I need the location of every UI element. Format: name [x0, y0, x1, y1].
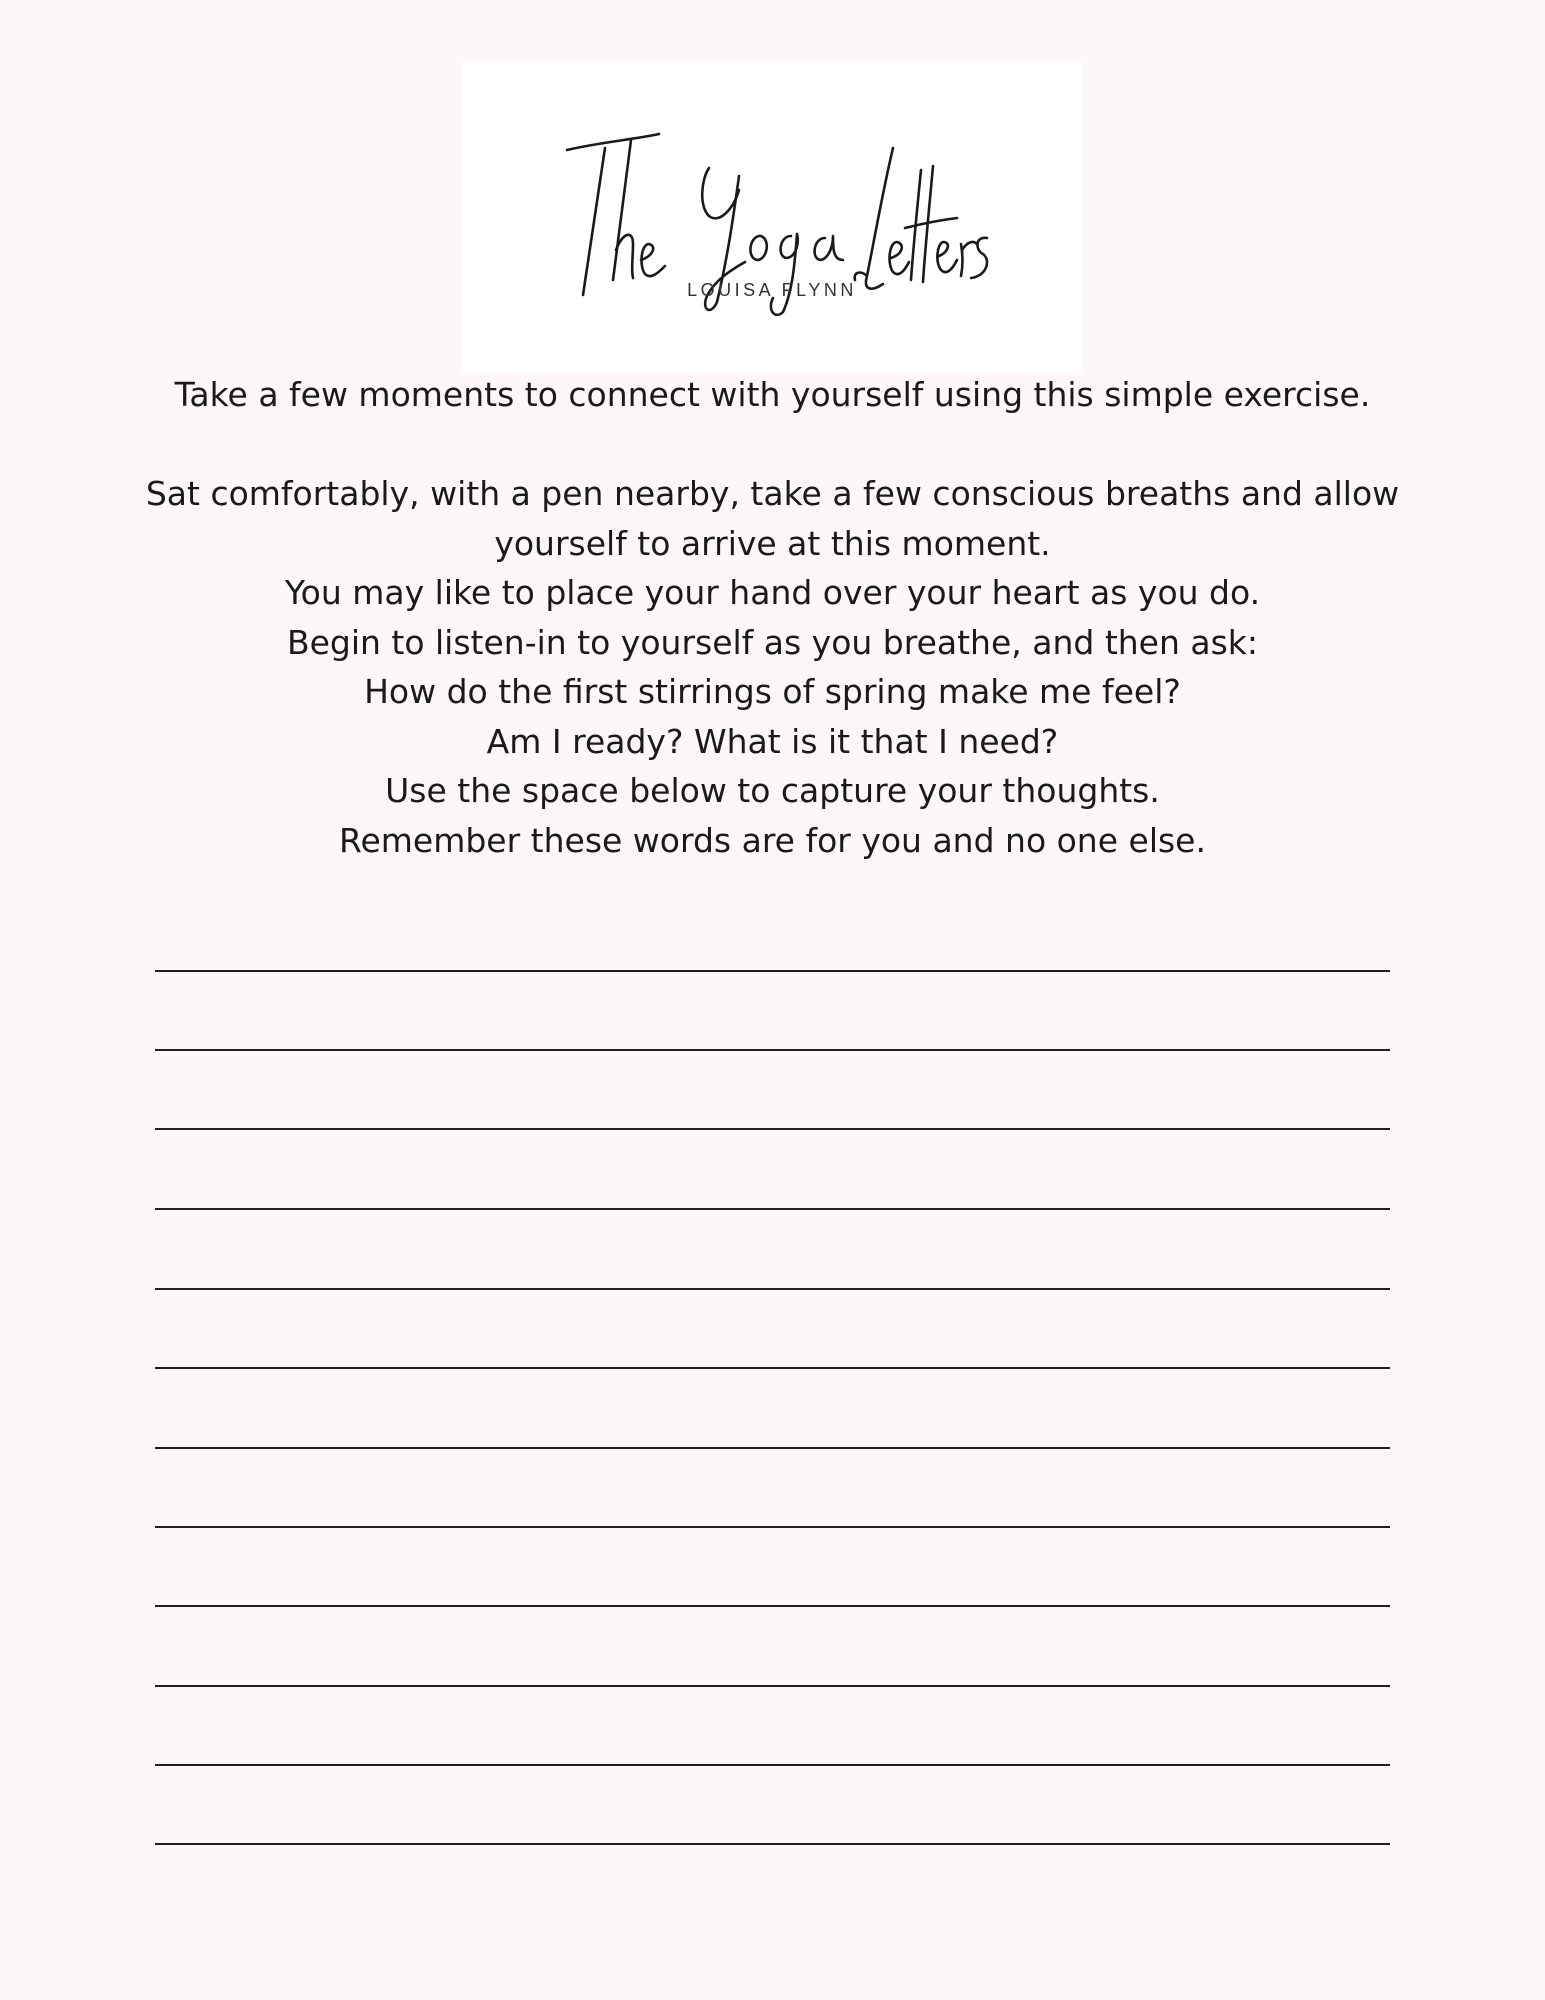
writing-line[interactable] — [155, 1208, 1390, 1210]
instruction-line: yourself to arrive at this moment. — [494, 523, 1051, 563]
logo-subtitle: LOUISA FLYNN — [687, 280, 857, 300]
writing-line[interactable] — [155, 1685, 1390, 1687]
instruction-line: Remember these words are for you and no one else. — [339, 820, 1206, 860]
instruction-line: Sat comfortably, with a pen nearby, take a few conscious breaths and allow — [145, 474, 1400, 513]
instruction-line: How do the first stirrings of spring make me feel? — [364, 672, 1181, 711]
writing-line[interactable] — [155, 1447, 1390, 1449]
writing-line[interactable] — [155, 1128, 1390, 1130]
instruction-line: Am I ready? What is it that I need? — [486, 721, 1059, 761]
writing-area[interactable] — [155, 0, 1390, 2000]
intro-text: Take a few moments to connect with yourself using this simple exercise. — [174, 375, 1371, 414]
instruction-line: You may like to place your hand over your heart as you do. — [284, 573, 1261, 612]
writing-line[interactable] — [155, 1764, 1390, 1766]
instruction-line: Begin to listen-in to yourself as you breathe, and then ask: — [286, 622, 1259, 662]
writing-line[interactable] — [155, 1367, 1390, 1369]
writing-line[interactable] — [155, 1843, 1390, 1845]
writing-line[interactable] — [155, 1288, 1390, 1290]
writing-line[interactable] — [155, 970, 1390, 972]
instruction-line: Use the space below to capture your thoughts. — [385, 771, 1160, 810]
writing-line[interactable] — [155, 1049, 1390, 1051]
writing-line[interactable] — [155, 1605, 1390, 1607]
writing-line[interactable] — [155, 1526, 1390, 1528]
